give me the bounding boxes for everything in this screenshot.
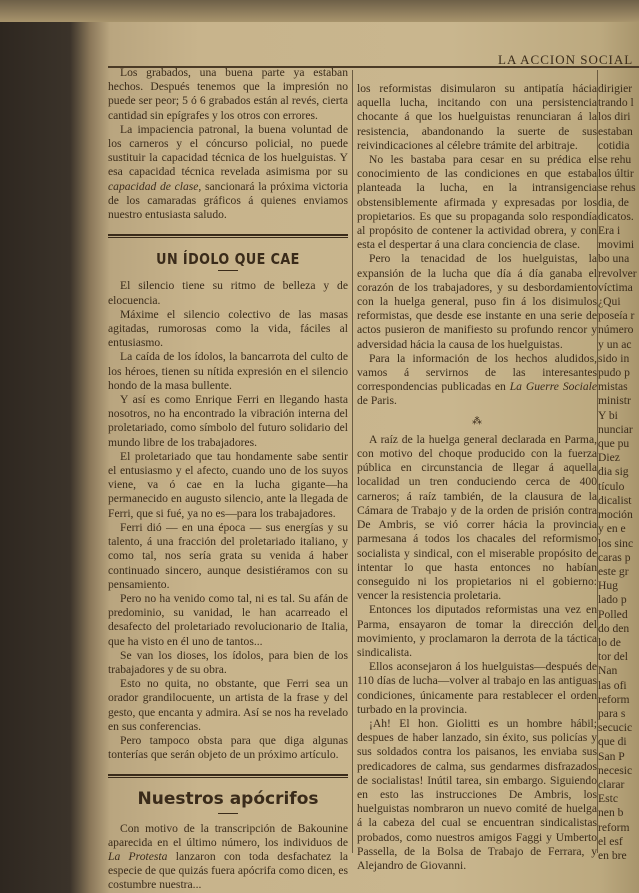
text-fragment: se rehu (598, 153, 632, 167)
text-fragment: reform (598, 820, 630, 834)
article-paragraph: No les bastaba para cesar en su prédica el conocimiento de las condiciones en que estaba planteada la lucha, en la intransigencia obstensiblemente afirmada y expresadas por los propietarios. Es que su propaganda solo respondía al propósito de contener la actividad obrera, y con esta el despertar á una clara conciencia de clase. (357, 153, 597, 252)
article-paragraph: Pero no ha venido como tal, ni es tal. Su afán de predominio, su vanidad, le han acarreado el desafecto del proletariado revolucionario de Italia, que ha visto en él uno de tantos... (108, 591, 348, 648)
article-title: Nuestros apócrifos (137, 789, 319, 810)
text-fragment: pudo p (598, 366, 630, 380)
text-fragment: los sinc (598, 536, 634, 550)
asterism-separator: ⁂ (472, 415, 482, 427)
title-underline (218, 813, 238, 814)
masthead-title: LA ACCION SOCIAL (498, 52, 634, 67)
article-paragraph: Esto no quita, no obstante, que Ferri sea un orador grandilocuente, un artista de la frase y del gesto, que encanta y admira. Así se nos ha revelado en sus conferencias. (108, 677, 348, 733)
text-fragment: los últir (598, 167, 634, 181)
text-fragment: mistas (598, 380, 628, 394)
text-fragment: y un ac (598, 337, 632, 351)
text-fragment: caras p (598, 550, 631, 564)
text-fragment: necesic (598, 763, 633, 777)
text-fragment: Polled (598, 607, 628, 621)
column-1 (108, 66, 348, 893)
text-fragment: moción (598, 508, 633, 522)
text-fragment: lado p (598, 593, 627, 607)
text-fragment: Estc (598, 792, 618, 806)
text-fragment: este gr (598, 564, 629, 578)
article-paragraph: La caída de los ídolos, la bancarrota del culto de los héroes, tienen su nítida expresión en el silencio hondo de la masa bullente. (108, 350, 348, 392)
article-paragraph: Ferri dió — en una época — sus energías y su talento, á una fracción del proletariado italiano, y como tal, nos sería grata su venida á haber continuado sincero, aunque desistiéramos con su pensamiento. (108, 520, 348, 591)
text-fragment: las ofi (598, 678, 627, 692)
text-fragment: que di (598, 735, 627, 749)
article-paragraph: Ellos aconsejaron á los huelguistas—después de 110 días de lucha—volver al trabajo en las antiguas condiciones, únicamente para restablecer el orden turbado en la provincia. (357, 660, 597, 716)
text-fragment: tor del (598, 650, 628, 664)
text-fragment: número (598, 323, 634, 337)
article-paragraph: los reformistas disimularon su antipatía hácia aquella lucha, incitando con una persistencia chocante á que los huelguistas renunciaran á la resistencia, abandonando la suerte de sus reivindicaciones al célebre trámite del arbitraje. (357, 82, 597, 152)
text-fragment: se rehus (598, 181, 636, 195)
text-fragment: clarar (598, 777, 625, 791)
text-fragment: trando l (598, 96, 634, 110)
text-fragment: bo una (598, 252, 630, 266)
text-fragment: dicatos. (598, 209, 634, 223)
text-fragment: reform (598, 692, 630, 706)
intro-paragraph: La impaciencia patronal, la buena voluntad de los carneros y el cóncurso policial, no puede sustituir la capacidad técnica de los huelguistas. Y esa capacidad técnica revelada asimisma por su capacidad de clase, sancionará la próxima victoria de los camaradas gráficos á quienes enviamos nuestro entusiasta saludo. (108, 122, 348, 222)
article-paragraph: El proletariado que tau hondamente sabe sentir el entusiasmo y el afecto, cuando uno de los suyos viene, va ó cae en la lucha gigante—ha permanecido en augusto silencio, ante la llegada de Ferri, que si fué, ya no es—para los trabajadores. (108, 449, 348, 520)
text-fragment: dirigier (598, 82, 633, 95)
text-fragment: los diri (598, 110, 631, 124)
article-paragraph: ¡Ah! El hon. Giolitti es un hombre hábil; despues de haber lanzado, sin éxito, sus policías y sus soldados contra los paisanos, les enviaba sus predicadores de calma, sus gendarmes disfrazados de socialistas! Inútil tarea, sin embargo. Siguiendo en esto las instrucciones De Ambris, los huelguistas nombraron un nuevo comité de huelga á la cabeza del cual se encuentran sindicalistas probados, como nuestros amigos Faggi y Umberto Passella, de la Bolsa de Trabajo de Ferrara, y Alejandro de Giovanni. (357, 716, 597, 872)
text-fragment: dia sig (598, 465, 629, 479)
text-fragment: cotidia (598, 138, 630, 152)
text-fragment: Era i (598, 224, 621, 238)
text-fragment: dia, de (598, 195, 629, 209)
article-paragraph: Entonces los diputados reformistas una vez en Parma, ensayaron de tomar la dirección del movimiento, y proclamaron la derrota de la táctica sindicalista. (357, 603, 597, 659)
article-title: UN ÍDOLO QUE CAE (156, 250, 300, 269)
text-fragment: Y bi (598, 408, 618, 422)
article-paragraph: Para la información de los hechos aludidos, vamos á servirnos de las interesantes correspondencias publicadas en La Guerre Sociale de Paris. (357, 351, 597, 408)
article-paragraph: Pero la tenacidad de los huelguistas, la expansión de la lucha que día á día ganaba el corazón de los trabajadores, y su desbordamiento con la huelga general, puso fin á los disimulos reformistas, que desde ese instante en una serie de actos pusieron de manifiesto su profundo rencor y adversidad hácia la causa de los huelguistas. (357, 252, 597, 351)
text-fragment: Nan (598, 664, 618, 678)
text-fragment: nunciar (598, 422, 633, 436)
text-fragment: tículo (598, 479, 625, 493)
article-paragraph: Con motivo de la transcripción de Bakounine aparecida en el último número, los individuos de La Protesta lanzaron con toda desfachatez la especie de que quizás fuera apócrifa como dicen, es costumbre nuestra... (108, 821, 348, 892)
article-paragraph: Se van los dioses, los ídolos, para bien de los trabajadores y de su obra. (108, 648, 348, 676)
text-fragment: do den (598, 621, 630, 635)
article-paragraph: El silencio tiene su ritmo de belleza y de elocuencia. (108, 279, 348, 307)
title-underline (218, 270, 238, 271)
article-paragraph: Máxime el silencio colectivo de las masas agitadas, rumorosas como la vida, fáciles al entusiasmo. (108, 307, 348, 350)
text-fragment: Diez (598, 451, 620, 465)
text-fragment: poseía r (598, 309, 635, 323)
column-divider (352, 70, 353, 853)
text-fragment: para s (598, 706, 626, 720)
text-fragment: secucic (598, 721, 633, 735)
text-fragment: ministr (598, 394, 631, 408)
text-fragment: lo de (598, 635, 621, 649)
text-fragment: el esf (598, 834, 623, 848)
section-rule (108, 774, 348, 778)
text-fragment: nen b (598, 806, 624, 820)
text-fragment: Hug (598, 579, 618, 593)
intro-paragraph: Los grabados, una buena parte ya estaban hechos. Después tenemos que la impresión no puede ser peor; 5 ó 6 grabados están al revés, cierta cantidad sin epígrafes y los otros con errores. (108, 66, 348, 122)
page-top-edge (0, 0, 639, 22)
text-fragment: revolver (598, 266, 637, 280)
text-fragment: ¿Qui (598, 295, 621, 309)
text-fragment: y en e (598, 522, 626, 536)
text-fragment: San P (598, 749, 625, 763)
article-paragraph: Pero tampoco obsta para que diga algunas tonterías que serán objeto de un próximo artículo. (108, 733, 348, 762)
text-fragment: sido in (598, 351, 630, 365)
text-fragment: en bre (598, 848, 627, 862)
section-rule (108, 234, 348, 238)
text-fragment: estaban (598, 124, 633, 138)
text-fragment: dicalist (598, 493, 632, 507)
text-fragment: movimi (598, 238, 635, 252)
text-fragment: que pu (598, 437, 630, 451)
column-2 (357, 82, 597, 873)
article-paragraph: A raíz de la huelga general declarada en Parma, con motivo del choque producido con la fuerza pública en circunstancia de llegar á aquella localidad un tren conduciendo cerca de 400 carneros; á raíz también, de la clausura de la Cámara de Trabajo y de la orden de prisión contra De Ambris, se vió correr hácia la provincia parmesana á todos los chacales del reformismo socialista y sindical, con el miserable propósito de intentar lo que hasta entonces no habían conseguido ni los propietarios ni el gobierno: vencer la resistencia proletaria. (357, 432, 597, 603)
column-3-partial (598, 82, 639, 863)
article-paragraph: Y así es como Enrique Ferri en llegando hasta nosotros, no ha encontrado la vibración interna del proletariado, como símbolo del futuro solidario del mundo libre de los trabajadores. (108, 393, 348, 449)
text-fragment: víctima (598, 280, 633, 294)
